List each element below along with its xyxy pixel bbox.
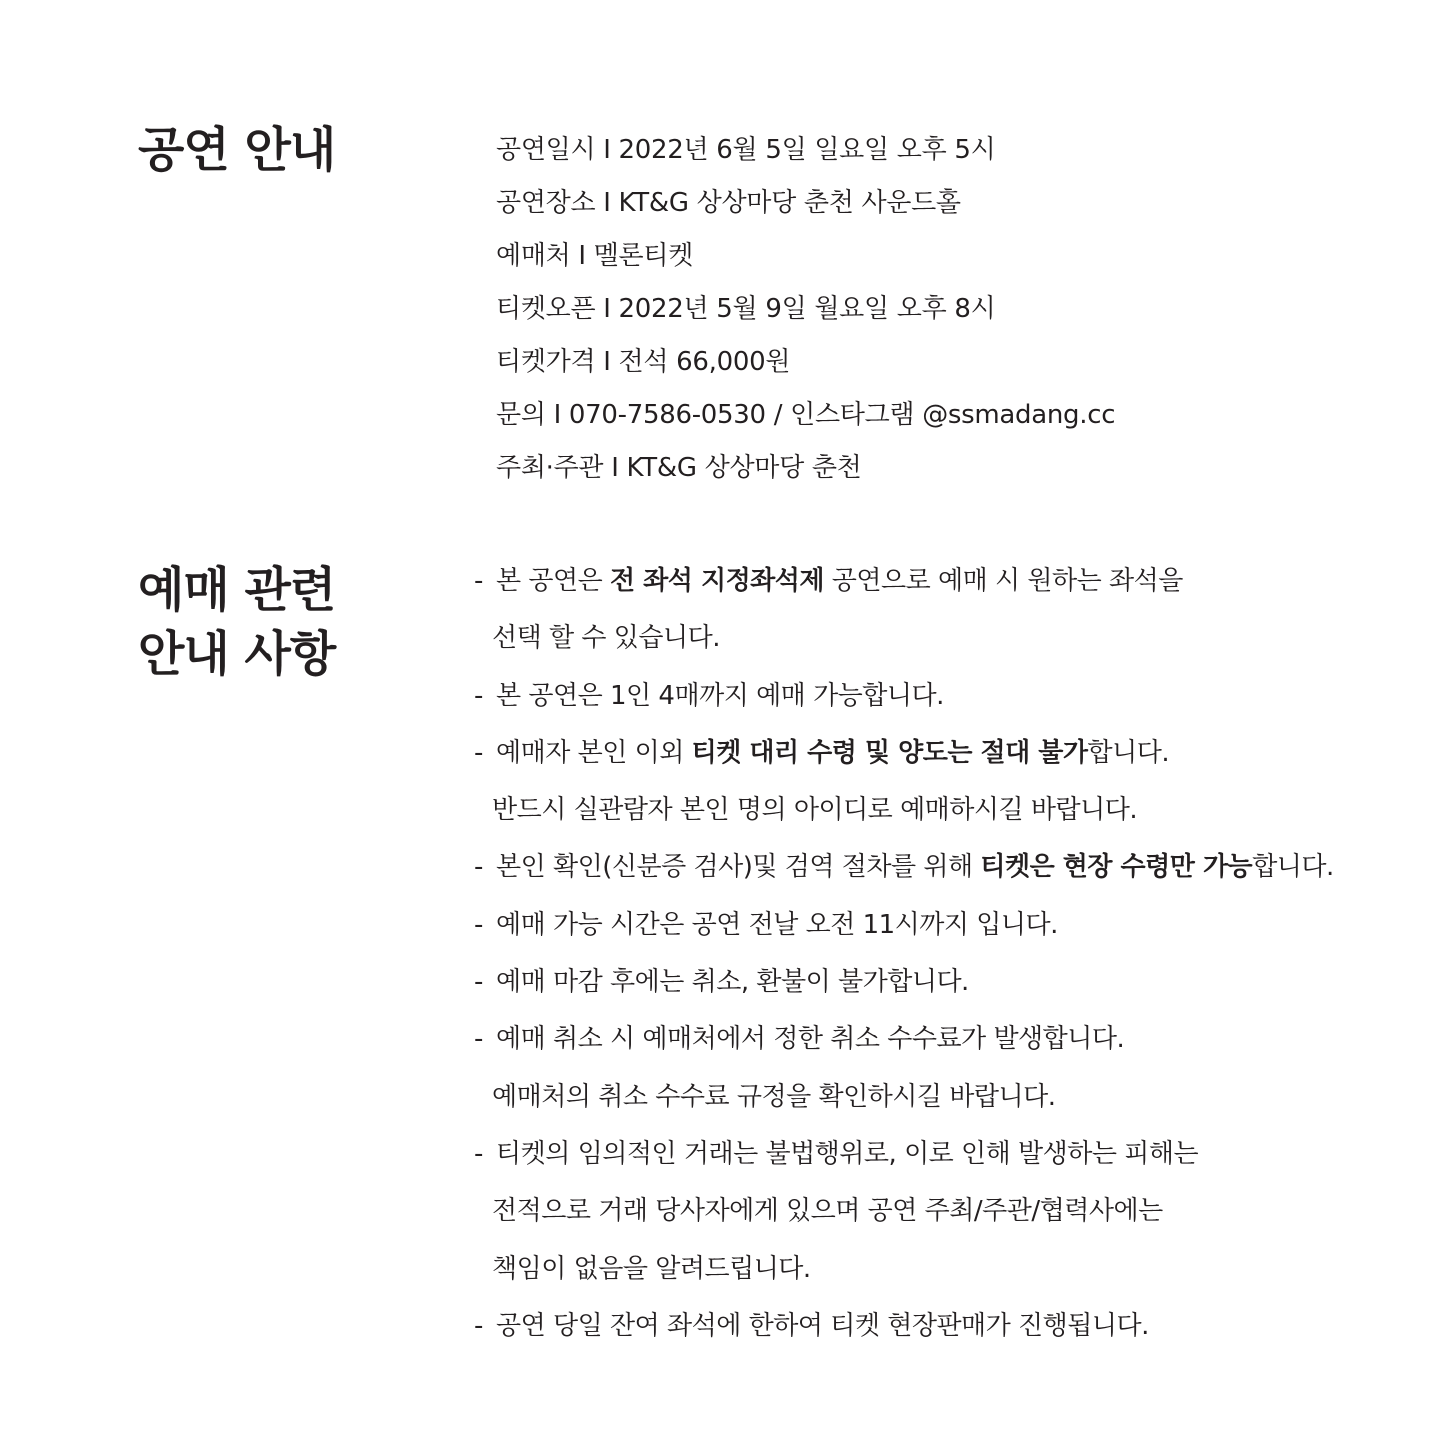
notice-line <box>474 954 1334 1011</box>
booking-notice-list <box>474 553 1334 1355</box>
section-title-performance-info <box>138 118 335 182</box>
bullet-dash: - <box>474 909 483 940</box>
performance-info-list <box>496 124 1115 495</box>
notice-line <box>474 553 1334 610</box>
notice-text: 본 공연은 1인 4매까지 예매 가능합니다. <box>496 680 944 711</box>
notice-line <box>474 1126 1334 1183</box>
notice-text: 예매 취소 시 예매처에서 정한 취소 수수료가 발생합니다. <box>496 1024 1125 1055</box>
bullet-dash: - <box>474 1024 483 1055</box>
title-line: 안내 사항 <box>138 626 336 682</box>
notice-line <box>474 668 1334 725</box>
notice-continuation: 전적으로 거래 당사자에게 있으며 공연 주최/주관/협력사에는 <box>492 1196 1163 1227</box>
info-ticket-open: 티켓오픈 I 2022년 5월 9일 월요일 오후 8시 <box>496 294 996 324</box>
bullet-dash: - <box>474 852 483 883</box>
notice-line <box>474 1011 1334 1068</box>
notice-continuation: 선택 할 수 있습니다. <box>492 623 720 654</box>
section-title-booking-notice <box>138 558 335 686</box>
info-organizer: 주최·주관 I KT&G 상상마당 춘천 <box>496 453 862 483</box>
notice-emphasis: 티켓 대리 수령 및 양도는 절대 불가 <box>691 737 1088 768</box>
info-date: 공연일시 I 2022년 6월 5일 일요일 오후 5시 <box>496 135 996 165</box>
info-contact: 문의 I 070-7586-0530 / 인스타그램 @ssmadang.cc <box>496 400 1116 430</box>
bullet-dash: - <box>474 1310 483 1341</box>
notice-text: 티켓의 임의적인 거래는 불법행위로, 이로 인해 발생하는 피해는 <box>496 1138 1199 1169</box>
notice-text: 합니다. <box>1252 852 1334 883</box>
notice-continuation: 반드시 실관람자 본인 명의 아이디로 예매하시길 바랍니다. <box>492 795 1138 826</box>
bullet-dash: - <box>474 566 483 596</box>
notice-continuation: 예매처의 취소 수수료 규정을 확인하시길 바랍니다. <box>492 1081 1056 1112</box>
notice-emphasis: 티켓은 현장 수령만 가능 <box>980 852 1253 883</box>
notice-text: 예매 가능 시간은 공연 전날 오전 11시까지 입니다. <box>496 909 1058 940</box>
notice-line <box>474 725 1334 782</box>
notice-text: 합니다. <box>1087 737 1170 768</box>
notice-line <box>474 897 1334 954</box>
info-ticket-price: 티켓가격 I 전석 66,000원 <box>496 347 791 377</box>
bullet-dash: - <box>474 967 483 998</box>
notice-line <box>474 839 1334 896</box>
info-venue: 공연장소 I KT&G 상상마당 춘천 사운드홀 <box>496 188 961 218</box>
notice-text: 예매자 본인 이외 <box>496 737 692 768</box>
bullet-dash: - <box>474 680 483 711</box>
notice-text: 본 공연은 <box>496 566 610 596</box>
notice-continuation: 책임이 없음을 알려드립니다. <box>492 1253 811 1284</box>
info-ticket-vendor: 예매처 I 멜론티켓 <box>496 241 694 271</box>
bullet-dash: - <box>474 1138 483 1169</box>
bullet-dash: - <box>474 737 483 768</box>
notice-text: 예매 마감 후에는 취소, 환불이 불가합니다. <box>496 967 969 998</box>
title-line: 공연 안내 <box>138 122 336 178</box>
notice-emphasis: 전 좌석 지정좌석제 <box>610 566 825 596</box>
notice-text: 공연 당일 잔여 좌석에 한하여 티켓 현장판매가 진행됩니다. <box>496 1310 1149 1341</box>
notice-text: 공연으로 예매 시 원하는 좌석을 <box>824 566 1183 596</box>
notice-text: 본인 확인(신분증 검사)및 검역 절차를 위해 <box>496 852 981 883</box>
notice-line <box>474 1298 1334 1355</box>
title-line: 예매 관련 <box>138 562 336 618</box>
